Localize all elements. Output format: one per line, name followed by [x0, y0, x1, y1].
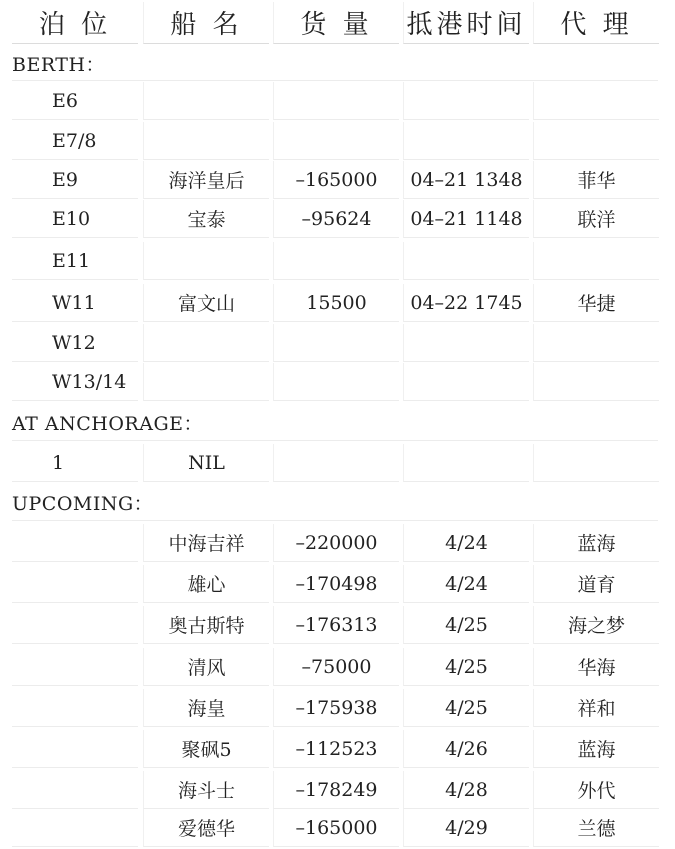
arrival-time-cell: 04–21 1348 — [403, 161, 529, 199]
cargo-volume-cell — [273, 242, 399, 280]
ship-name-cell: 清风 — [143, 648, 269, 686]
arrival-time-cell — [403, 324, 529, 362]
arrival-time-cell: 04–21 1148 — [403, 200, 529, 238]
agent-cell: 华捷 — [533, 284, 659, 322]
arrival-time-cell: 4/26 — [403, 730, 529, 768]
agent-cell — [533, 242, 659, 280]
cargo-volume-cell — [273, 444, 399, 482]
cargo-volume-cell: –112523 — [273, 730, 399, 768]
ship-name-cell: 海洋皇后 — [143, 161, 269, 199]
arrival-time-cell: 4/24 — [403, 524, 529, 562]
ship-name-cell: 海斗士 — [143, 771, 269, 809]
berth-cell: E7/8 — [12, 122, 138, 160]
section-anchorage-label: AT ANCHORAGE： — [12, 404, 658, 441]
table-row — [0, 809, 660, 847]
table-row — [0, 363, 660, 401]
table-row — [0, 324, 660, 362]
header-ship-name: 船 名 — [143, 2, 269, 44]
cargo-volume-cell: –75000 — [273, 648, 399, 686]
table-row — [0, 689, 660, 727]
berth-cell: E6 — [12, 82, 138, 120]
agent-cell: 联洋 — [533, 200, 659, 238]
table-row — [0, 771, 660, 809]
berth-cell: E11 — [12, 242, 138, 280]
berth-cell — [12, 689, 138, 727]
header-row — [0, 2, 660, 44]
table-row — [0, 524, 660, 562]
ship-name-cell: 爱德华 — [143, 809, 269, 847]
berth-cell — [12, 606, 138, 644]
table-row — [0, 122, 660, 160]
berth-cell — [12, 771, 138, 809]
arrival-time-cell: 04–22 1745 — [403, 284, 529, 322]
arrival-time-cell: 4/29 — [403, 809, 529, 847]
arrival-time-cell: 4/28 — [403, 771, 529, 809]
agent-cell — [533, 122, 659, 160]
cargo-volume-cell: 15500 — [273, 284, 399, 322]
ship-name-cell: 海皇 — [143, 689, 269, 727]
cargo-volume-cell: –95624 — [273, 200, 399, 238]
berth-cell: E9 — [12, 161, 138, 199]
ship-name-cell: NIL — [143, 444, 269, 482]
ship-name-cell — [143, 82, 269, 120]
agent-cell: 蓝海 — [533, 730, 659, 768]
ship-name-cell: 聚砜5 — [143, 730, 269, 768]
berth-cell — [12, 730, 138, 768]
berth-cell: W12 — [12, 324, 138, 362]
table-row — [0, 648, 660, 686]
agent-cell: 海之梦 — [533, 606, 659, 644]
cargo-volume-cell — [273, 122, 399, 160]
table-row — [0, 200, 660, 238]
agent-cell — [533, 363, 659, 401]
cargo-volume-cell — [273, 363, 399, 401]
agent-cell — [533, 82, 659, 120]
header-agent: 代 理 — [533, 2, 659, 44]
berth-cell — [12, 648, 138, 686]
cargo-volume-cell: –178249 — [273, 771, 399, 809]
agent-cell: 兰德 — [533, 809, 659, 847]
section-upcoming-label: UPCOMING： — [12, 484, 658, 521]
ship-name-cell — [143, 242, 269, 280]
ship-name-cell: 富文山 — [143, 284, 269, 322]
agent-cell: 菲华 — [533, 161, 659, 199]
cargo-volume-cell: –165000 — [273, 809, 399, 847]
table-row — [0, 242, 660, 280]
cargo-volume-cell: –220000 — [273, 524, 399, 562]
cargo-volume-cell: –170498 — [273, 565, 399, 603]
arrival-time-cell: 4/25 — [403, 606, 529, 644]
table-row — [0, 444, 660, 482]
berth-cell — [12, 809, 138, 847]
agent-cell: 外代 — [533, 771, 659, 809]
ship-name-cell — [143, 363, 269, 401]
table-row — [0, 82, 660, 120]
table-row — [0, 565, 660, 603]
agent-cell — [533, 444, 659, 482]
ship-name-cell: 宝泰 — [143, 200, 269, 238]
berth-cell — [12, 524, 138, 562]
agent-cell: 道育 — [533, 565, 659, 603]
cargo-volume-cell — [273, 82, 399, 120]
agent-cell: 华海 — [533, 648, 659, 686]
arrival-time-cell — [403, 444, 529, 482]
table-row — [0, 730, 660, 768]
table-row — [0, 161, 660, 199]
ship-name-cell — [143, 324, 269, 362]
ship-name-cell: 中海吉祥 — [143, 524, 269, 562]
agent-cell: 蓝海 — [533, 524, 659, 562]
agent-cell: 祥和 — [533, 689, 659, 727]
table-row — [0, 284, 660, 322]
section-berth-label: BERTH： — [12, 46, 658, 81]
arrival-time-cell: 4/25 — [403, 689, 529, 727]
header-berth: 泊 位 — [12, 2, 138, 44]
ship-name-cell: 奥古斯特 — [143, 606, 269, 644]
arrival-time-cell: 4/25 — [403, 648, 529, 686]
agent-cell — [533, 324, 659, 362]
arrival-time-cell: 4/24 — [403, 565, 529, 603]
cargo-volume-cell: –165000 — [273, 161, 399, 199]
berth-cell: E10 — [12, 200, 138, 238]
berth-cell — [12, 565, 138, 603]
arrival-time-cell — [403, 122, 529, 160]
header-cargo-volume: 货 量 — [273, 2, 399, 44]
arrival-time-cell — [403, 363, 529, 401]
cargo-volume-cell: –175938 — [273, 689, 399, 727]
header-arrival-time: 抵港时间 — [403, 2, 529, 44]
ship-name-cell: 雄心 — [143, 565, 269, 603]
berth-cell: 1 — [12, 444, 138, 482]
table-row — [0, 606, 660, 644]
berth-cell: W13/14 — [12, 363, 138, 401]
arrival-time-cell — [403, 242, 529, 280]
cargo-volume-cell — [273, 324, 399, 362]
arrival-time-cell — [403, 82, 529, 120]
cargo-volume-cell: –176313 — [273, 606, 399, 644]
ship-name-cell — [143, 122, 269, 160]
berth-cell: W11 — [12, 284, 138, 322]
